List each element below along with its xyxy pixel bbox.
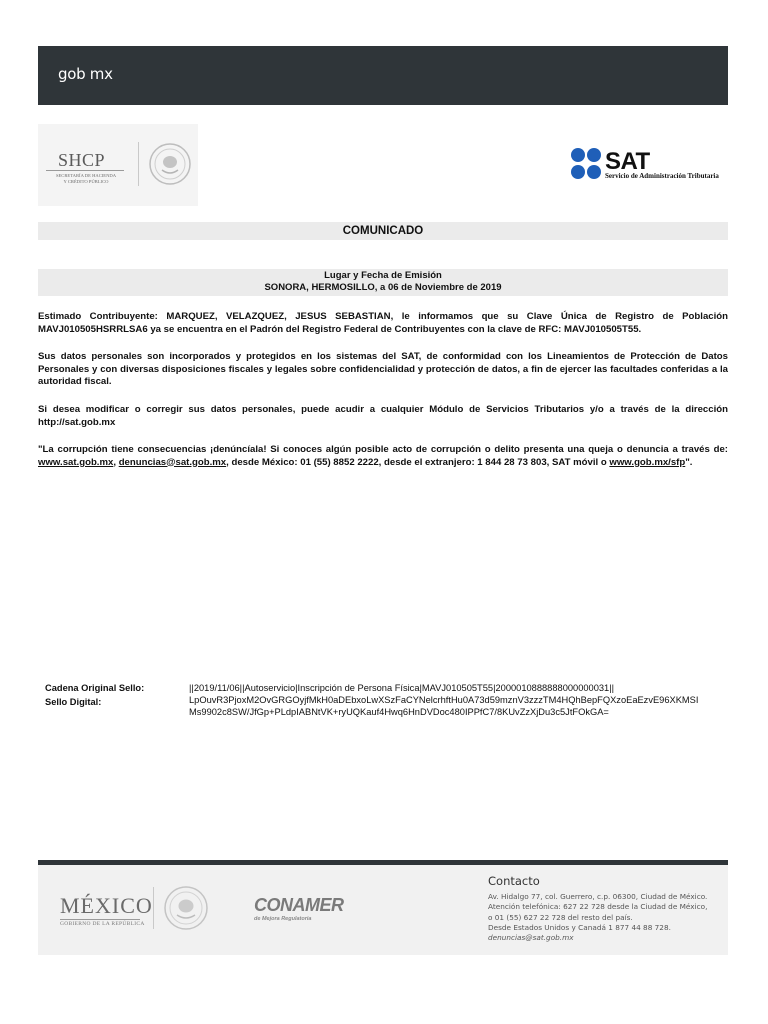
anticorruption-separator: , — [113, 456, 119, 468]
contact-phone-usa-canada: Desde Estados Unidos y Canadá 1 877 44 88 728. — [488, 922, 671, 932]
shcp-logo-text: SHCP — [58, 150, 106, 170]
mexico-logo-text: MÉXICO — [60, 893, 153, 918]
anticorruption-text-end: ". — [685, 456, 693, 468]
anticorruption-paragraph — [38, 444, 728, 469]
contact-email-link[interactable]: denuncias@sat.gob.mx — [488, 933, 574, 943]
logo-divider — [138, 142, 139, 186]
issue-place-date-label: Lugar y Fecha de Emisión — [324, 270, 442, 281]
shcp-logo — [38, 124, 198, 206]
taxpayer-registration-paragraph: Estimado Contribuyente: MARQUEZ, VELAZQUEZ, JESUS SEBASTIAN, le informamos que su Clave Única de Registro de Población MAVJ010505HSRRLSA6 ya se encuentra en el Padrón del Registro Federal de Contribuyentes con la clave de RFC: MAVJ010505T55. — [38, 311, 728, 335]
sat-dots-icon — [570, 147, 602, 181]
contact-title: Contacto — [488, 874, 540, 888]
cadena-original-label: Cadena Original Sello: — [45, 683, 145, 693]
cadena-original-value: ||2019/11/06||Autoservicio|Inscripción de Persona Física|MAVJ010505T55|2000010888888000000031|| — [189, 683, 615, 693]
national-seal-icon — [148, 142, 192, 186]
footer — [38, 865, 728, 955]
contact-address: Av. Hidalgo 77, col. Guerrero, c.p. 06300, Ciudad de México. — [488, 892, 708, 901]
sello-digital-label: Sello Digital: — [45, 697, 102, 707]
anticorruption-text-1: "La corrupción tiene consecuencias ¡denúncíala! Si conoces algún posible acto de corrupción o delito presenta una queja o denuncia a través de: — [38, 444, 728, 455]
conamer-logo-subtitle: de Mejora Regulatoria — [254, 916, 312, 922]
national-seal-icon — [163, 885, 209, 931]
conamer-logo: CONAMER — [254, 895, 344, 915]
anticorruption-text-2: , desde México: 01 (55) 8852 2222, desde el extranjero: 1 844 28 73 803, SAT móvil o — [226, 456, 610, 468]
shcp-logo-subtitle — [46, 173, 126, 185]
mexico-logo-rule — [60, 919, 140, 920]
contact-phone-national: o 01 (55) 627 22 728 del resto del país. — [488, 912, 633, 922]
footer-logo-divider — [153, 887, 154, 929]
gob-mx-logo[interactable]: gob mx — [58, 65, 113, 83]
sat-logo-text: SAT — [605, 148, 650, 175]
sat-logo — [570, 147, 730, 183]
modify-data-paragraph: Si desea modificar o corregir sus datos personales, puede acudir a cualquier Módulo de Servicios Tributarios y/o a través de la dirección http://sat.gob.mx — [38, 404, 728, 428]
sfp-website-link[interactable]: www.gob.mx/sfp — [609, 456, 686, 468]
sat-logo-subtitle: Servicio de Administración Tributaria — [605, 172, 719, 180]
data-protection-paragraph: Sus datos personales son incorporados y protegidos en los sistemas del SAT, de conformidad con los Lineamientos de Protección de Datos Personales y con diversas disposiciones fiscales y legales sobre confidencialidad y protección de datos, a fin de ejercer las facultades conferidas a la autoridad fiscal. — [38, 351, 728, 387]
document-title: COMUNICADO — [38, 222, 728, 240]
shcp-sub-line1: SECRETARÍA DE HACIENDA — [55, 173, 117, 178]
shcp-logo-rule — [46, 170, 124, 171]
gob-mx-header-bar — [38, 46, 728, 105]
shcp-sub-line2: Y CRÉDITO PÚBLICO — [63, 179, 109, 184]
denuncias-email-link[interactable]: denuncias@sat.gob.mx — [118, 456, 227, 468]
sat-website-link[interactable]: www.sat.gob.mx — [38, 456, 114, 468]
contact-details — [488, 892, 723, 943]
issue-place-date-value: SONORA, HERMOSILLO, a 06 de Noviembre de 2019 — [264, 282, 502, 293]
issue-place-date-band — [38, 269, 728, 296]
mexico-logo-subtitle: GOBIERNO DE LA REPÚBLICA — [60, 921, 145, 927]
sello-digital-value: LpOuvR3PjoxM2OvGRGOyjfMkH0aDEbxoLwXSzFaCYNelcrhftHu0A73d59mznV3zzzTM4HQhBepFQXzoEaEzvE96XKMSIMs9902c8SW/JfGp+PLdpIABNtVK+ryUQKauf4Hwq6HnDVDoc480IPPfC7/8KUvZzXjDu3c5JtFOkGA= — [189, 695, 699, 717]
contact-phone-cdmx: Atención telefónica: 627 22 728 desde la Ciudad de México, — [488, 902, 708, 912]
